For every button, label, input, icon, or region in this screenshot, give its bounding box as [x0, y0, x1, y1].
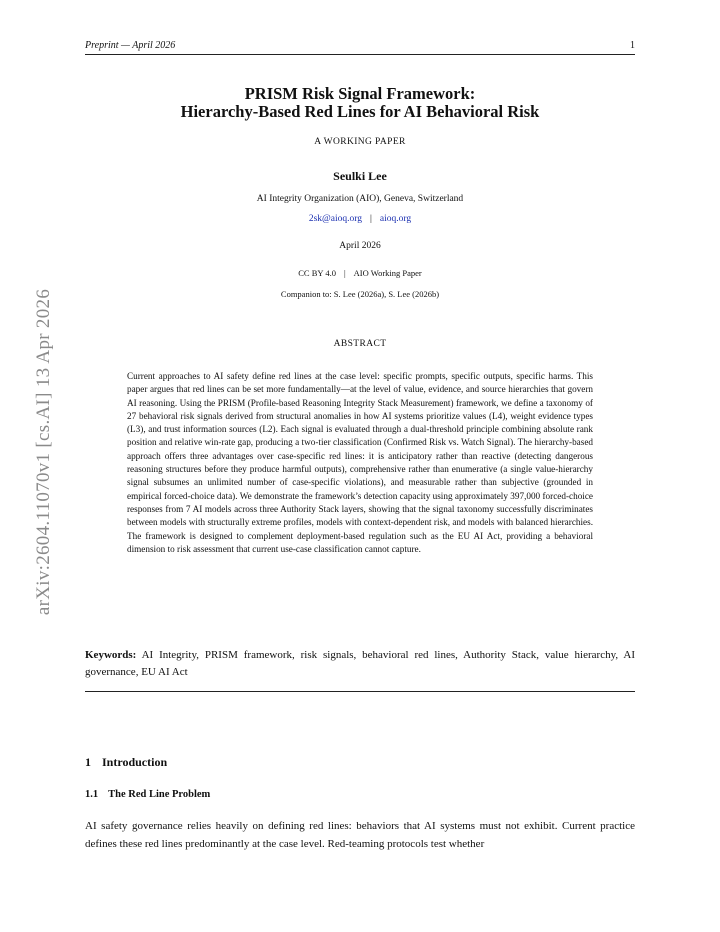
abstract-heading: ABSTRACT: [333, 339, 387, 349]
running-head-left: Preprint — April 2026: [85, 40, 176, 51]
working-paper-label: A WORKING PAPER: [314, 137, 406, 147]
running-header: [85, 38, 635, 54]
title-line-1: PRISM Risk Signal Framework:: [244, 84, 476, 103]
companion-note: Companion to: S. Lee (2026a), S. Lee (2026b): [280, 289, 440, 299]
section-heading: [85, 755, 167, 770]
body-paragraph: AI safety governance relies heavily on defining red lines: behaviors that AI systems must not exhibit. Current practice defines these red lines predominantly at the case level. Red-teaming protocols test whether: [85, 820, 635, 850]
page-number: 1: [630, 40, 635, 51]
series-text: AIO Working Paper: [353, 268, 422, 278]
title-line-2: Hierarchy-Based Red Lines for AI Behavioral Risk: [180, 102, 540, 121]
keywords: [85, 647, 635, 681]
publication-date: April 2026: [339, 241, 381, 251]
header-rule: [85, 54, 635, 55]
license-separator: |: [343, 268, 346, 278]
email-link[interactable]: 2sk@aioq.org: [308, 214, 363, 224]
paper-title: [85, 85, 635, 121]
keywords-rule: [85, 691, 635, 692]
website-link[interactable]: aioq.org: [379, 214, 412, 224]
contact-separator: |: [370, 214, 372, 224]
subsection-title: The Red Line Problem: [108, 789, 211, 800]
affiliation: AI Integrity Organization (AIO), Geneva, Switzerland: [256, 194, 464, 204]
arxiv-stamp-text: arXiv:2604.11070v1 [cs.AI] 13 Apr 2026: [33, 288, 54, 616]
contact-line: [85, 214, 635, 224]
subsection-number: 1.1: [85, 789, 99, 800]
keywords-text: AI Integrity, PRISM framework, risk signals, behavioral red lines, Authority Stack, value hierarchy, AI governance, EU AI Act: [85, 649, 635, 678]
section-number: 1: [85, 755, 91, 769]
section-title: Introduction: [102, 755, 168, 769]
abstract-body: Current approaches to AI safety define red lines at the case level: specific prompts, specific outputs, specific harms. This paper argues that red lines can be set more fundamentally—at the level of value, evidence, and source hierarchies that govern AI reasoning. Using the PRISM (Profile-based Reasoning Integrity Stack Measurement) framework, we define a taxonomy of 27 behavioral risk signals derived from structural anomalies in how AI systems prioritize values (L4), weight evidence types (L3), and trust information sources (L2). Each signal is evaluated through a dual-threshold principle combining absolute rank position and relative win-rate gap, producing a two-tier classification (Confirmed Risk vs. Watch Signal). The hierarchy-based approach offers three advantages over case-specific red lines: it is anticipatory rather than reactive (detecting dangerous reasoning structures before they produce harmful outputs), comprehensive rather than enumerative (a single value-hierarchy signal subsumes an unlimited number of case-specific violations), and measurable rather than subjective (grounded in empirical forced-choice data). We demonstrate the framework’s detection capacity using approximately 397,000 forced-choice responses from 7 AI models across three Authority Stack layers, showing that the signal taxonomy successfully discriminates between models with structurally extreme profiles, models with context-dependent risk, and models with balanced hierarchies. The framework is designed to complement deployment-based regulation such as the EU AI Act, providing a behavioral dimension to risk assessment that current use-case classification cannot capture.: [127, 371, 593, 554]
license-text: CC BY 4.0: [298, 268, 336, 278]
license-line: [85, 268, 635, 278]
keywords-label: Keywords:: [85, 649, 137, 661]
author-name: Seulki Lee: [333, 169, 387, 183]
subsection-heading: [85, 789, 210, 800]
